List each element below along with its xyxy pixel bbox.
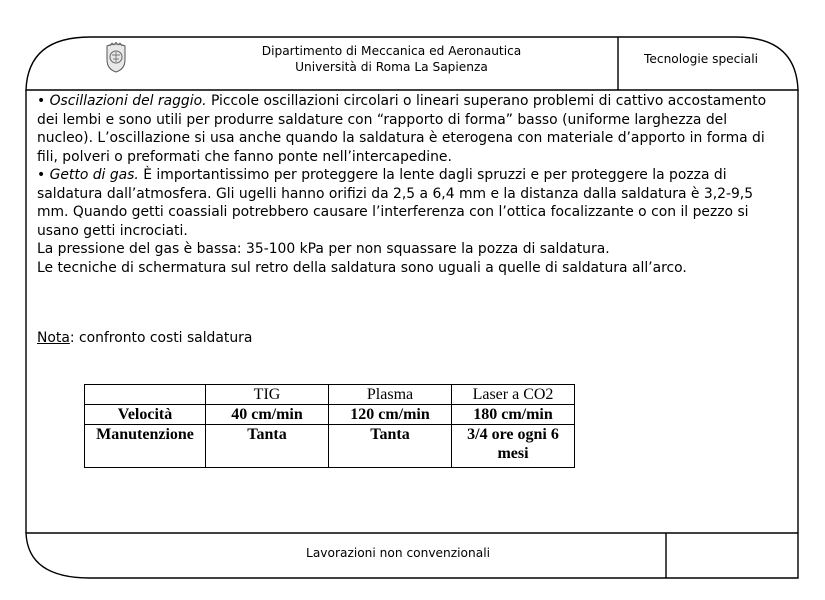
paragraph-getto-gas: • Getto di gas. È importantissimo per proteggere la lente dagli spruzzi e per proteggere la pozza di saldatura dall’atmosfera. Gli ugelli hanno orifizi da 2,5 a 6,4 mm e la distanza dalla saldatura è 3,2-9,5 mm. Quando getti coassiali potrebbero causare l’interferenza con l’ottica focalizzante o con il pezzo si usano getti incrociati.: [37, 167, 754, 239]
cost-comparison-table: [84, 384, 575, 468]
table-row: [85, 405, 575, 425]
course-title: Tecnologie speciali: [644, 52, 758, 66]
table-row-header: Velocità: [85, 405, 206, 425]
university-seal-icon: [104, 42, 128, 74]
slide-body: [37, 92, 777, 277]
table-cell: 120 cm/min: [329, 405, 452, 425]
paragraph-schermatura: Le tecniche di schermatura sul retro della saldatura sono uguali a quelle di saldatura all’arco.: [37, 259, 687, 276]
note-label: Nota: [37, 330, 70, 346]
table-row-header: Manutenzione: [85, 425, 206, 468]
department-name: Dipartimento di Meccanica ed Aeronautica: [261, 44, 522, 58]
university-name: Università di Roma La Sapienza: [295, 60, 488, 74]
table-cell: 3/4 ore ogni 6 mesi: [452, 425, 575, 468]
table-row: [85, 425, 575, 468]
table-cell: Tanta: [329, 425, 452, 468]
table-cell: 180 cm/min: [452, 405, 575, 425]
table-cell: 40 cm/min: [206, 405, 329, 425]
paragraph-pressione: La pressione del gas è bassa: 35-100 kPa per non squassare la pozza di saldatura.: [37, 241, 610, 257]
footer-title: Lavorazioni non convenzionali: [306, 546, 490, 560]
note-line: Nota: confronto costi saldatura: [37, 330, 253, 346]
table-header-row: [85, 385, 575, 405]
table-column-header: TIG: [206, 385, 329, 405]
table-corner-cell: [85, 385, 206, 405]
paragraph-title: Oscillazioni del raggio.: [49, 93, 207, 109]
table-column-header: Plasma: [329, 385, 452, 405]
table-column-header: Laser a CO2: [452, 385, 575, 405]
paragraph-title: Getto di gas.: [49, 167, 139, 183]
header-institution: [200, 43, 583, 75]
paragraph-oscillazioni: • Oscillazioni del raggio. Piccole oscillazioni circolari o lineari superano problemi di cattivo accostamento dei lembi e sono utili per produrre saldature con “rapporto di forma” basso (uniforme larghezza del nucleo). L’oscillazione si usa anche quando la saldatura è eterogena con materiale d’apporto in forma di fili, polveri o preformati che fanno ponte nell’intercapedine.: [37, 93, 767, 165]
table-cell: Tanta: [206, 425, 329, 468]
